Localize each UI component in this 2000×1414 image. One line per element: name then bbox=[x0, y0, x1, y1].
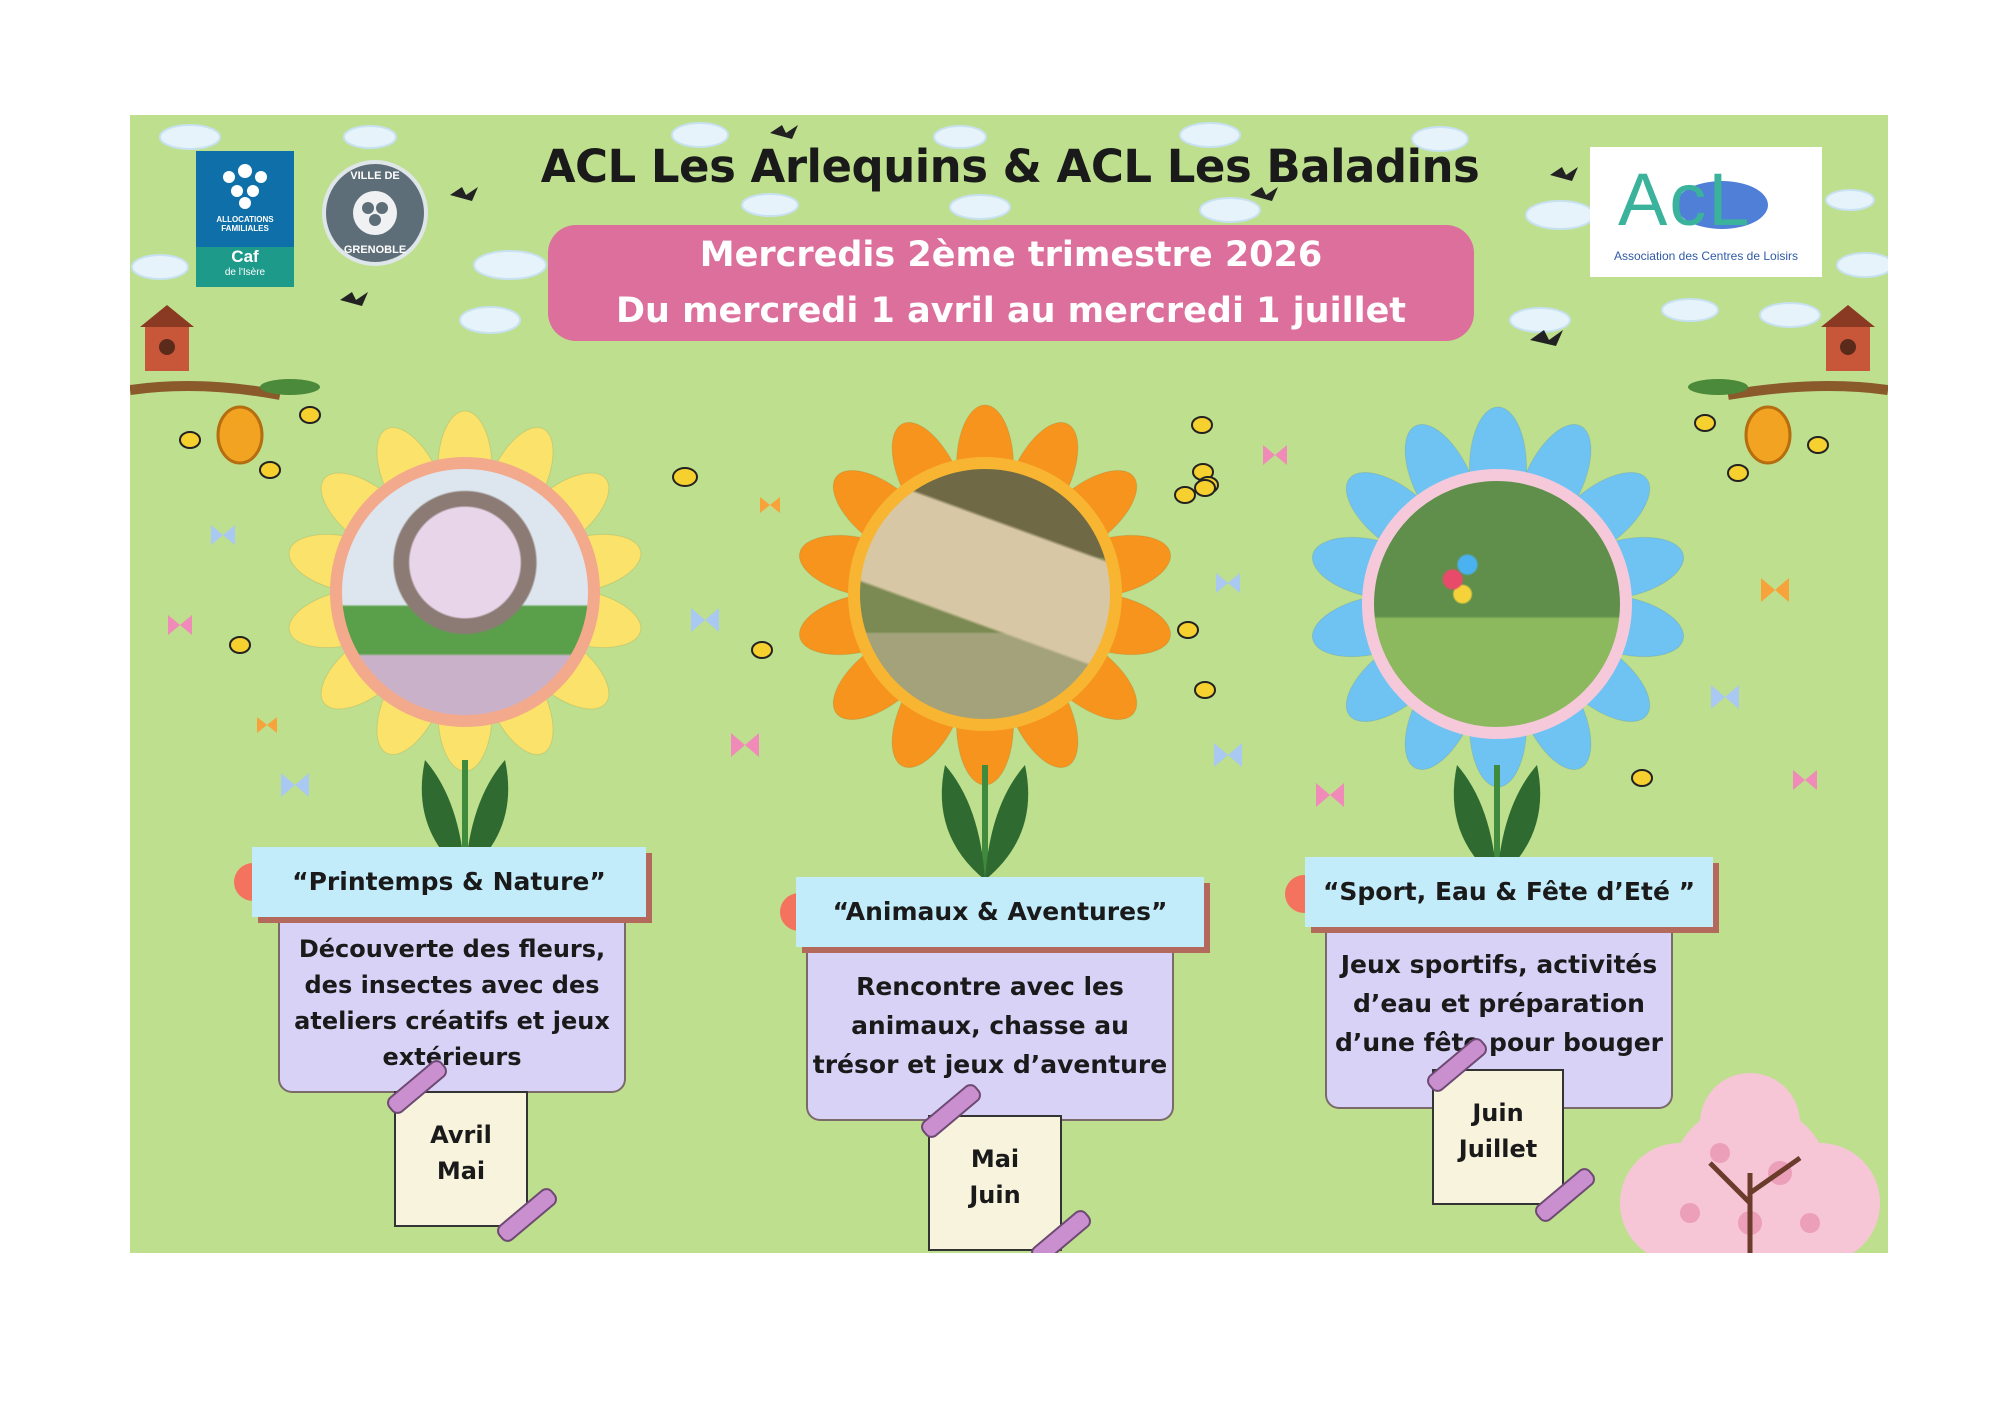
theme-description-1: Découverte des fleurs, des insectes avec des ateliers créatifs et jeux extérieurs bbox=[278, 923, 626, 1093]
page-title: ACL Les Arlequins & ACL Les Baladins bbox=[540, 140, 1480, 193]
photo-spring-tree bbox=[330, 457, 600, 727]
caf-region: de l'Isère bbox=[224, 267, 266, 278]
photo-kids-running bbox=[1362, 469, 1632, 739]
acl-logo bbox=[1590, 147, 1822, 277]
flower-2-stem bbox=[920, 745, 1050, 885]
theme-title-2: “Animaux & Aventures” bbox=[796, 877, 1204, 947]
caf-bottom-band bbox=[196, 247, 294, 287]
theme-description-3: Jeux sportifs, activités d’eau et préparation d’une fête pour bouger bbox=[1325, 933, 1673, 1109]
acl-caption: Association des Centres de Loisirs bbox=[1613, 249, 1799, 263]
months-note-2 bbox=[928, 1115, 1062, 1251]
month-label: Avril bbox=[430, 1121, 492, 1149]
caf-emblem-icon bbox=[196, 155, 294, 215]
theme-title-1: “Printemps & Nature” bbox=[252, 847, 646, 917]
date-banner bbox=[548, 225, 1474, 341]
month-label: Juin bbox=[1472, 1099, 1524, 1127]
grenoble-bottom-text: GRENOBLE bbox=[343, 244, 407, 256]
caf-name: Caf bbox=[231, 247, 259, 266]
month-label: Juin bbox=[969, 1181, 1021, 1209]
caf-subtitle: ALLOCATIONS FAMILIALES bbox=[216, 215, 274, 233]
grenoble-top-text: VILLE DE bbox=[350, 170, 400, 182]
photo-adventure-map bbox=[848, 457, 1122, 731]
grenoble-logo bbox=[322, 160, 428, 266]
caf-logo bbox=[196, 151, 294, 287]
month-label: Mai bbox=[436, 1157, 486, 1185]
theme-title-3: “Sport, Eau & Fête d’Eté ” bbox=[1305, 857, 1713, 927]
month-label: Juillet bbox=[1458, 1135, 1538, 1163]
theme-description-2: Rencontre avec les animaux, chasse au trésor et jeux d’aventure bbox=[806, 953, 1174, 1121]
subtitle-line-2: Du mercredi 1 avril au mercredi 1 juillet bbox=[615, 291, 1407, 331]
months-note-3 bbox=[1432, 1069, 1564, 1205]
subtitle-line-1: Mercredis 2ème trimestre 2026 bbox=[699, 235, 1323, 275]
months-note-1 bbox=[394, 1091, 528, 1227]
acl-letters: AcL bbox=[1618, 158, 1752, 241]
poster bbox=[130, 115, 1888, 1253]
month-label: Mai bbox=[970, 1145, 1020, 1173]
